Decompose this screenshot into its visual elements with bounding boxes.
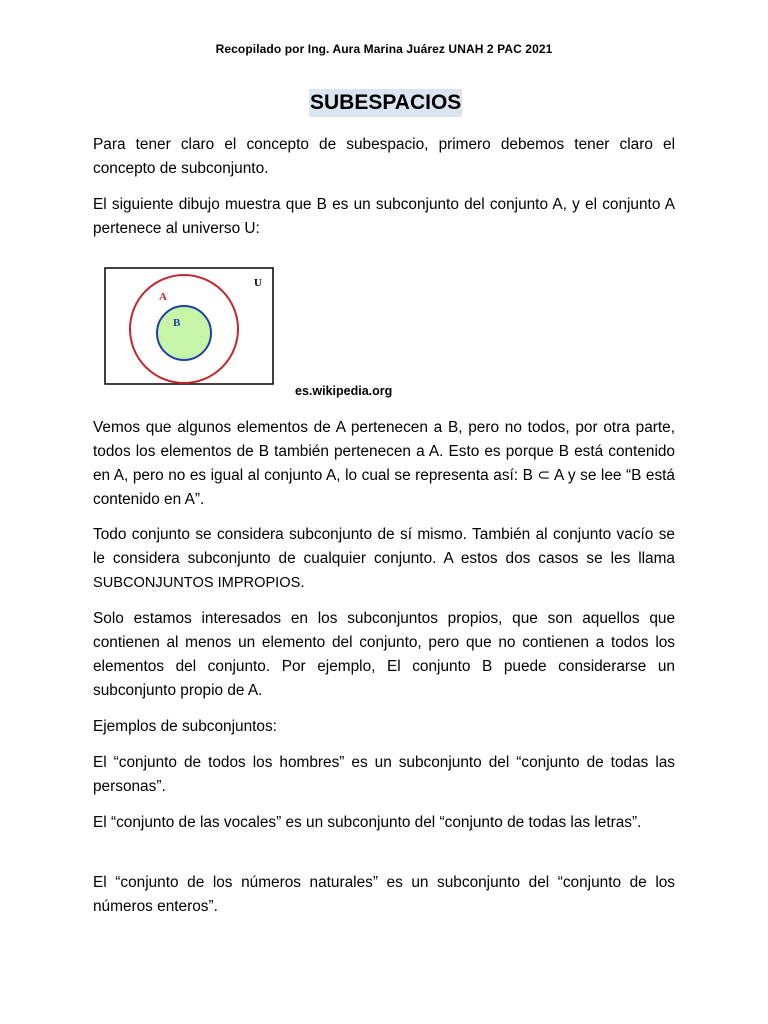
example-vowels-letters: El “conjunto de las vocales” es un subconjunto del “conjunto de todas las letras”.: [93, 814, 642, 831]
page-title: SUBESPACIOS: [309, 89, 462, 117]
improper-text-end: .: [300, 574, 305, 591]
label-b: B: [173, 317, 181, 329]
set-b-circle: [157, 306, 211, 360]
venn-diagram: [104, 267, 274, 385]
improper-text-lead: Todo conjunto se considera subconjunto de sí mismo. También al conjunto vacío se le considera subconjunto de cualquier conjunto. A estos dos casos se les llama: [93, 526, 675, 567]
page-header: Recopilado por Ing. Aura Marina Juárez UNAH 2 PAC 2021: [215, 42, 553, 56]
figure-source: es.wikipedia.org: [295, 384, 393, 398]
paragraph-proper-subsets: Solo estamos interesados en los subconjuntos propios, que son aquellos que contienen al menos un elemento del conjunto, pero que no contienen a todos los elementos del conjunto. Por ejemplo, El conjunto B puede considerarse un subconjunto propio de A.: [93, 610, 675, 699]
paragraph-intro: Para tener claro el concepto de subespacio, primero debemos tener claro el concepto de subconjunto.: [93, 136, 675, 177]
paragraph-improper-subsets: [93, 523, 675, 595]
paragraph-examples-heading: Ejemplos de subconjuntos:: [93, 718, 277, 735]
example-naturals-integers: El “conjunto de los números naturales” es un subconjunto del “conjunto de los números enteros”.: [93, 874, 675, 915]
label-u: U: [254, 277, 262, 289]
paragraph-subset-explanation: Vemos que algunos elementos de A pertenecen a B, pero no todos, por otra parte, todos los elementos de B también pertenecen a A. Esto es porque B está contenido en A, pero no es igual al conjunto A, lo cual se representa así: B ⊂ A y se lee “B está contenido en A”.: [93, 419, 675, 508]
paragraph-figure-intro: El siguiente dibujo muestra que B es un subconjunto del conjunto A, y el conjunto A pertenece al universo U:: [93, 196, 675, 237]
improper-subsets-term: SUBCONJUNTOS IMPROPIOS: [93, 575, 301, 591]
example-men-persons: El “conjunto de todos los hombres” es un subconjunto del “conjunto de todas las personas”.: [93, 754, 675, 795]
label-a: A: [159, 291, 167, 303]
